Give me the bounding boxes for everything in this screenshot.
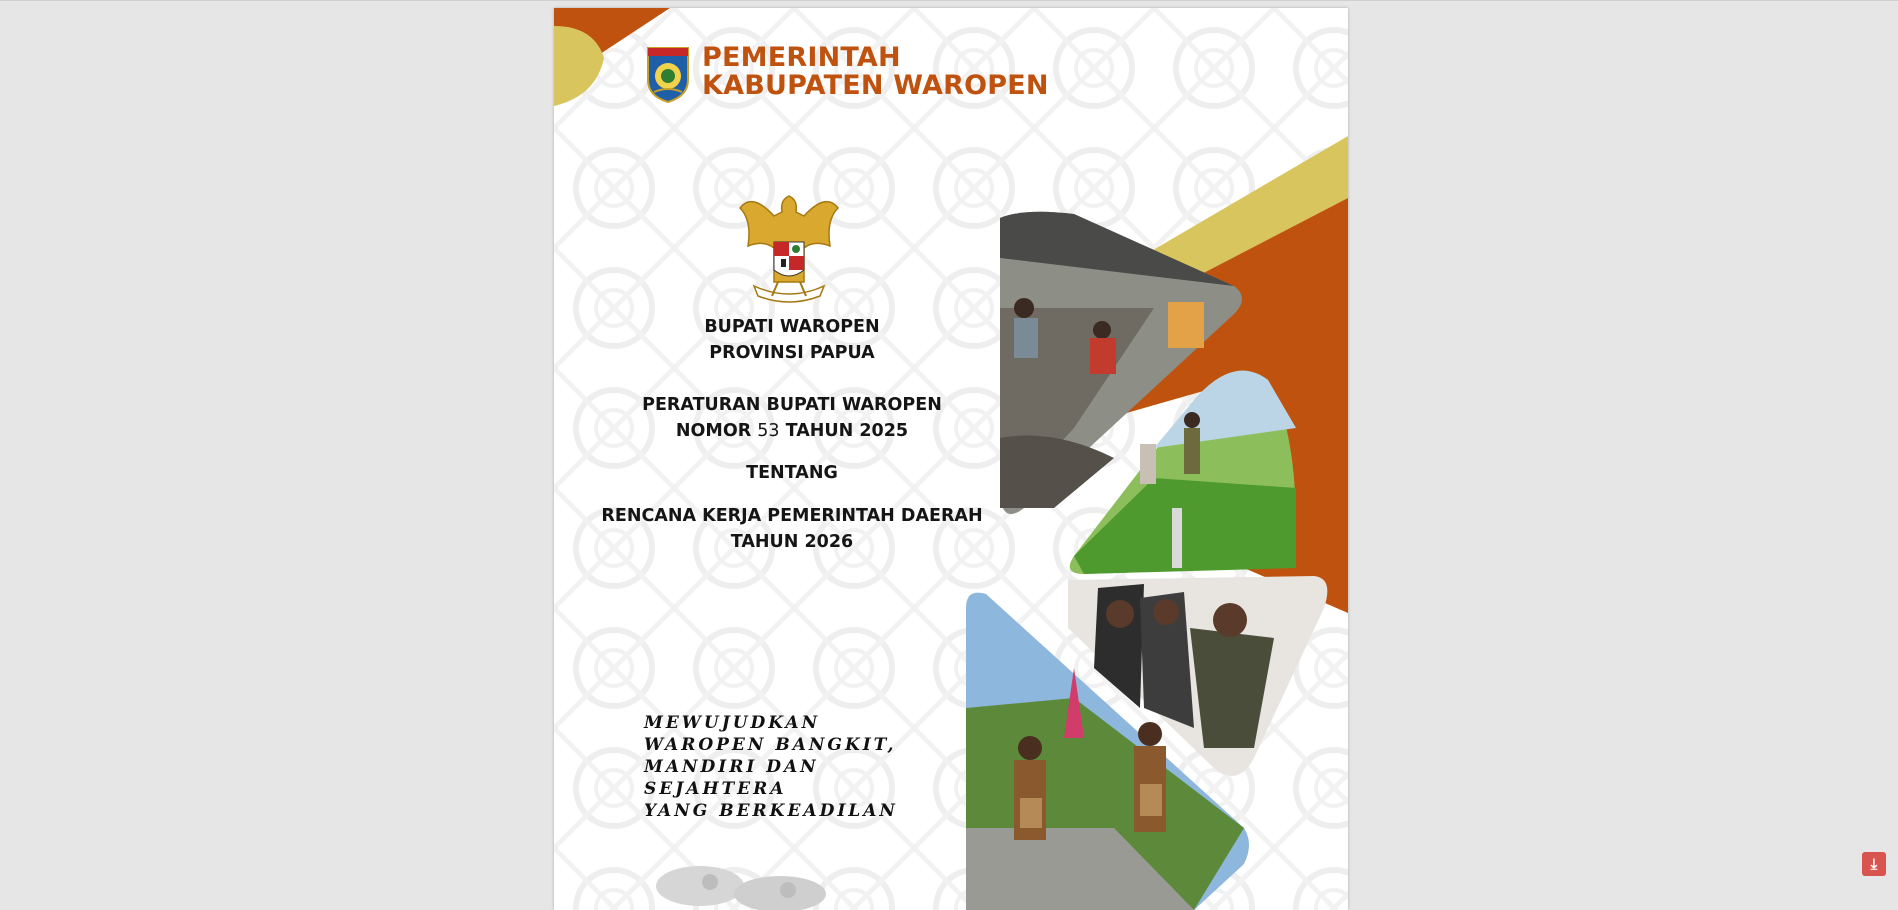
number-prefix: NOMOR xyxy=(675,421,752,441)
issuer-line-1: BUPATI WAROPEN xyxy=(704,317,880,337)
motto-line: SEJAHTERA xyxy=(644,779,787,799)
document-page xyxy=(554,8,1348,910)
photo-collage xyxy=(554,8,1348,910)
about-label: TENTANG xyxy=(746,463,838,483)
motto-line: MANDIRI DAN xyxy=(644,757,819,777)
number-suffix: TAHUN 2025 xyxy=(785,421,909,441)
issuer-line-2: PROVINSI PAPUA xyxy=(709,343,875,363)
header-line-2: KABUPATEN WAROPEN xyxy=(702,70,1049,101)
pdf-icon[interactable]: ⤓ xyxy=(1862,852,1886,876)
motto-line: YANG BERKEADILAN xyxy=(644,801,898,821)
header-line-1: PEMERINTAH xyxy=(702,42,901,73)
carving-decoration xyxy=(650,854,840,910)
number-value: 53 xyxy=(757,421,780,441)
subject-line-2: TAHUN 2026 xyxy=(730,532,854,552)
motto-line: WAROPEN BANGKIT, xyxy=(644,735,897,755)
motto-line: MEWUJUDKAN xyxy=(644,713,821,733)
subject-line-1: RENCANA KERJA PEMERINTAH DAERAH xyxy=(601,506,983,526)
regulation-title: PERATURAN BUPATI WAROPEN xyxy=(642,395,942,415)
